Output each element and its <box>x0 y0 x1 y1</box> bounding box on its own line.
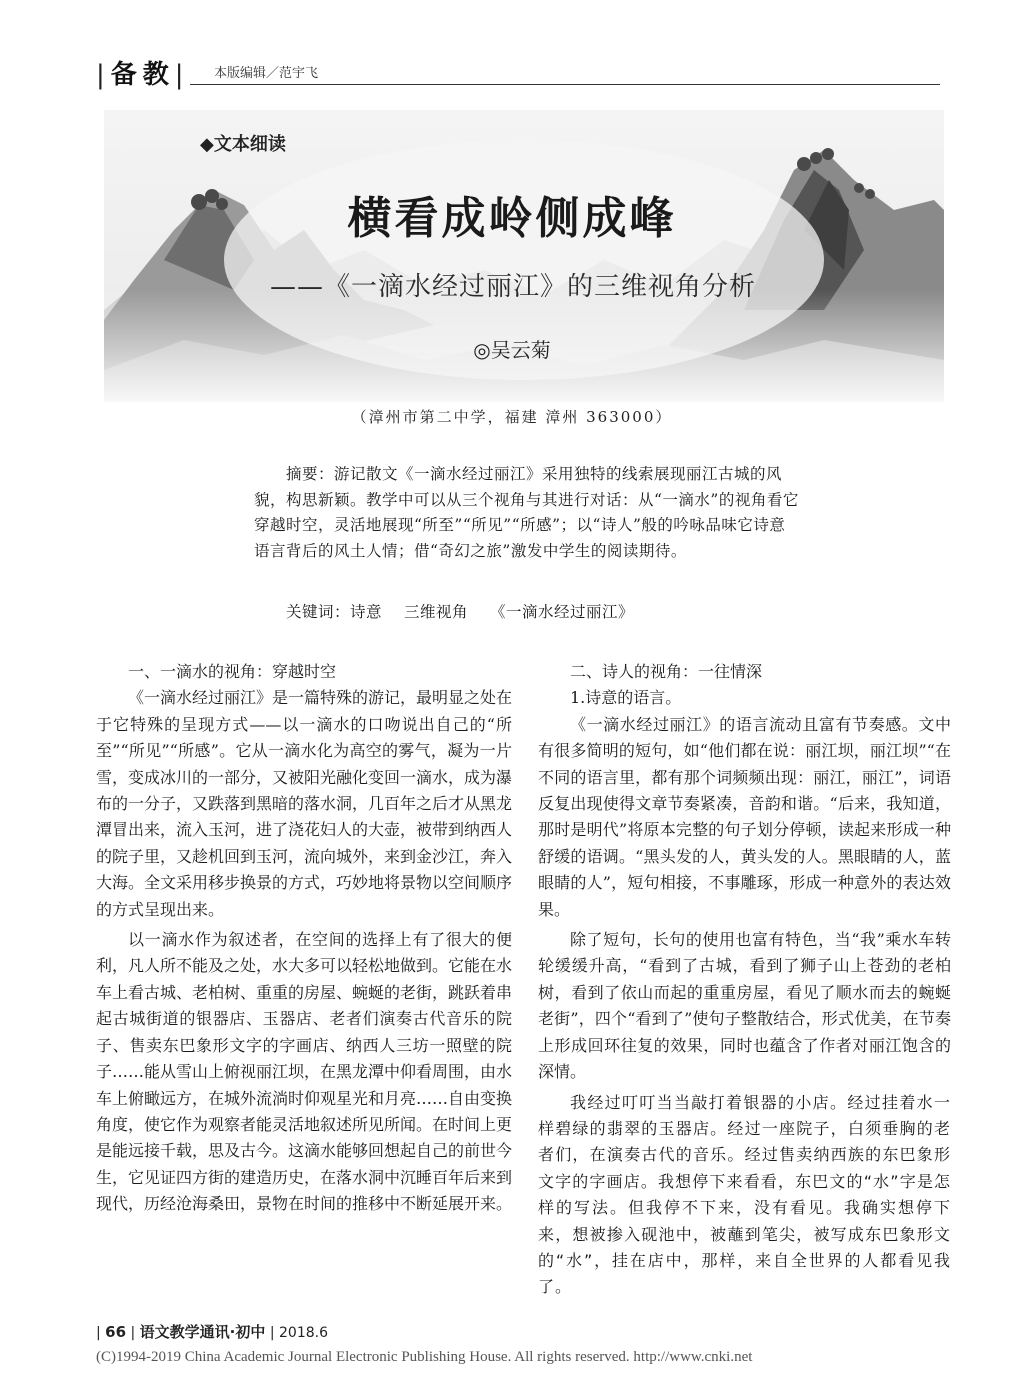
sub-heading: 1.诗意的语言。 <box>570 688 682 708</box>
right-column <box>538 659 951 1301</box>
page-number: 66 <box>105 1323 127 1341</box>
body-paragraph: 《一滴水经过丽江》的语言流动且富有节奏感。文中有很多简明的短句，如“他们都在说：丽江坝，丽江坝”“在不同的语言里，都有那个词频频出现：丽江，丽江”，词语反复出现使得文章节奏紧凑，音韵和谐。“后来，我知道，那时是明代”将原本完整的句子划分停顿，读起来形成一种舒缓的语调。“黑头发的人，黄头发的人。黑眼睛的人，蓝眼睛的人”，短句相接，不事雕琢，形成一种意外的表达效果。 <box>538 714 951 919</box>
header-bar-right: | <box>174 60 190 90</box>
keywords-label: 关键词： <box>286 603 351 621</box>
article-title: 横看成岭侧成峰 <box>347 193 677 244</box>
keyword-item: 《一滴水经过丽江》 <box>490 603 635 621</box>
body-paragraph: 除了短句，长句的使用也富有特色，当“我”乘水车转轮缓缓升高，“看到了古城，看到了狮子山上苍劲的老柏树，看到了依山而起的重重房屋，看见了顺水而去的蜿蜒老街”，四个“看到了”使句子整散结合，形式优美，在节奏上形成回环往复的效果，同时也蕴含了作者对丽江饱含的深情。 <box>538 930 951 1082</box>
section-heading: 一、一滴水的视角：穿越时空 <box>128 662 337 681</box>
editor-credit: 本版编辑／范宇飞 <box>214 66 319 81</box>
footer-bar: | <box>126 1325 140 1341</box>
column-label: ◆文本细读 <box>200 134 286 155</box>
quoted-passage: 我经过叮叮当当敲打着银器的小店。经过挂着水一样碧绿的翡翠的玉器店。经过一座院子，白须垂胸的老者们，在演奏古代的音乐。经过售卖纳西族的东巴象形文字的字画店。我想停下来看看，东巴文的“水”字是怎样的写法。但我停不下来，没有看见。我确实想停下来，想被掺入砚池中，被蘸到笔尖，被写成东巴象形文的“水”，挂在店中，那样，来自全世界的人都看见我了。 <box>538 1092 951 1297</box>
article-subtitle: ——《一滴水经过丽江》的三维视角分析 <box>270 272 757 302</box>
body-paragraph: 《一滴水经过丽江》是一篇特殊的游记，最明显之处在于它特殊的呈现方式——以一滴水的口吻说出自己的“所至”“所见”“所感”。它从一滴水化为高空的雾气，凝为一片雪，变成冰川的一部分，又被阳光融化变回一滴水，成为瀑布的一分子，又跌落到黑暗的落水洞，几百年之后才从黑龙潭冒出来，流入玉河，进了浇花妇人的大壶，被带到纳西人的院子里，又趁机回到玉河，流向城外，来到金沙江，奔入大海。全文采用移步换景的方式，巧妙地将景物以空间顺序的方式呈现出来。 <box>96 688 513 919</box>
section-name: 备教 <box>110 60 175 90</box>
keywords <box>286 600 634 622</box>
author-name: ◎吴云菊 <box>473 338 551 362</box>
left-column <box>96 659 512 1218</box>
header-bar-left: | <box>96 60 111 90</box>
footer-bar: | <box>265 1325 279 1341</box>
keyword-item: 诗意 <box>350 603 383 621</box>
section-heading: 二、诗人的视角：一往情深 <box>570 662 763 681</box>
header-rule <box>190 84 940 85</box>
copyright-notice: (C)1994-2019 China Academic Journal Electronic Publishing House. All rights reserved. http://www.cnki.net <box>96 1349 753 1365</box>
section-header <box>96 54 190 91</box>
author-affiliation: （漳州市第二中学，福建 漳州 363000） <box>351 408 673 426</box>
page-footer <box>96 1321 328 1342</box>
keyword-item: 三维视角 <box>404 603 469 621</box>
footer-bar: | <box>96 1325 106 1341</box>
journal-name: 语文教学通讯·初中 <box>139 1323 266 1341</box>
issue-date: 2018.6 <box>279 1325 328 1341</box>
body-paragraph: 以一滴水作为叙述者，在空间的选择上有了很大的便利，凡人所不能及之处，水大多可以轻松地做到。它能在水车上看古城、老柏树、重重的房屋、蜿蜒的老街，跳跃着串起古城街道的银器店、玉器店、老者们演奏古代音乐的院子、售卖东巴象形文字的字画店、纳西人三坊一照壁的院子……能从雪山上俯视丽江坝，在黑龙潭中仰看周围，由水车上俯瞰远方，在城外流淌时仰观星光和月亮……自由变换角度，使它作为观察者能灵活地叙述所见所闻。在时间上更是能远接千载，思及古今。这滴水能够回想起自己的前世今生，它见证四方街的建造历史，在落水洞中沉睡百年后来到现代，历经沧海桑田，景物在时间的推移中不断延展开来。 <box>96 930 513 1214</box>
abstract-text: 摘要：游记散文《一滴水经过丽江》采用独特的线索展现丽江古城的风貌，构思新颖。教学中可以从三个视角与其进行对话：从“一滴水”的视角看它穿越时空，灵活地展现“所至”“所见”“所感”；以“诗人”般的吟咏品味它诗意语言背后的风土人情；借“奇幻之旅”激发中学生的阅读期待。 <box>254 465 799 560</box>
abstract <box>254 462 800 564</box>
